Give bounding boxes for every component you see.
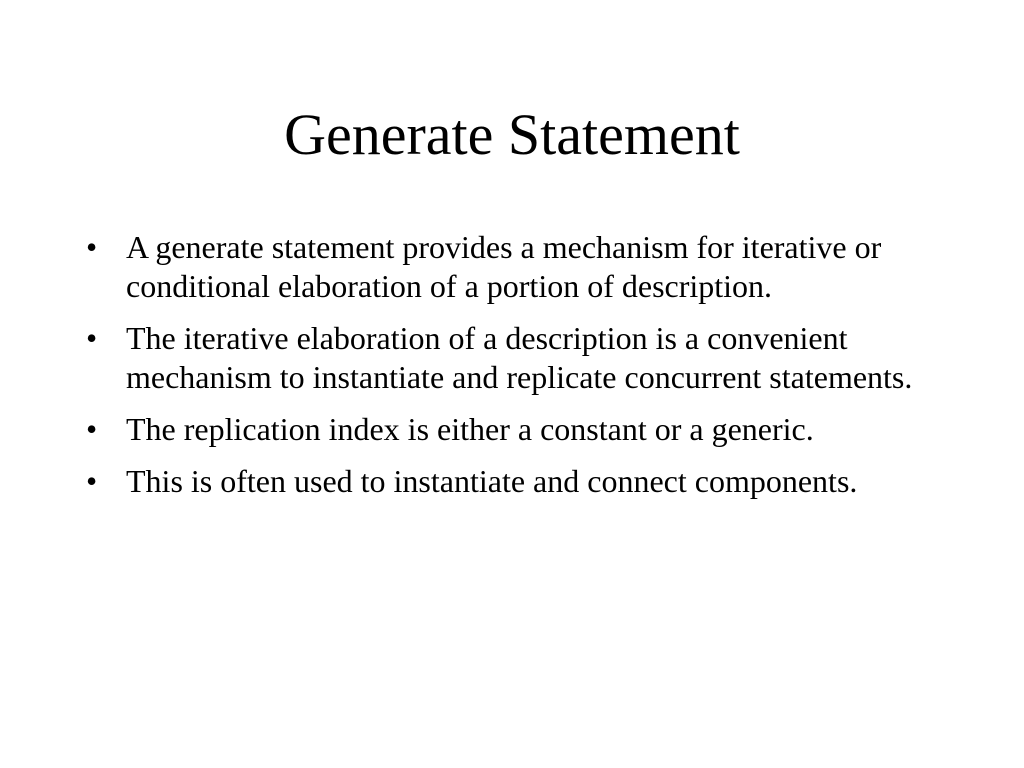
bullet-icon: •	[86, 229, 98, 265]
bullet-item-4	[86, 462, 966, 501]
bullet-item-1	[86, 228, 966, 306]
bullet-text-1: A generate statement provides a mechanism for iterative or conditional elaboration of a portion of description.	[126, 229, 882, 304]
bullet-item-3	[86, 410, 966, 449]
bullet-icon: •	[86, 320, 98, 356]
bullet-text-4: This is often used to instantiate and connect components.	[126, 463, 858, 499]
slide-title: Generate Statement	[284, 102, 740, 167]
bullet-item-2	[86, 319, 966, 397]
bullet-icon: •	[86, 411, 98, 447]
bullet-text-3: The replication index is either a constant or a generic.	[126, 411, 814, 447]
bullet-text-2: The iterative elaboration of a description is a convenient mechanism to instantiate and replicate concurrent statements.	[126, 320, 913, 395]
bullet-list	[86, 228, 966, 514]
bullet-icon: •	[86, 463, 98, 499]
